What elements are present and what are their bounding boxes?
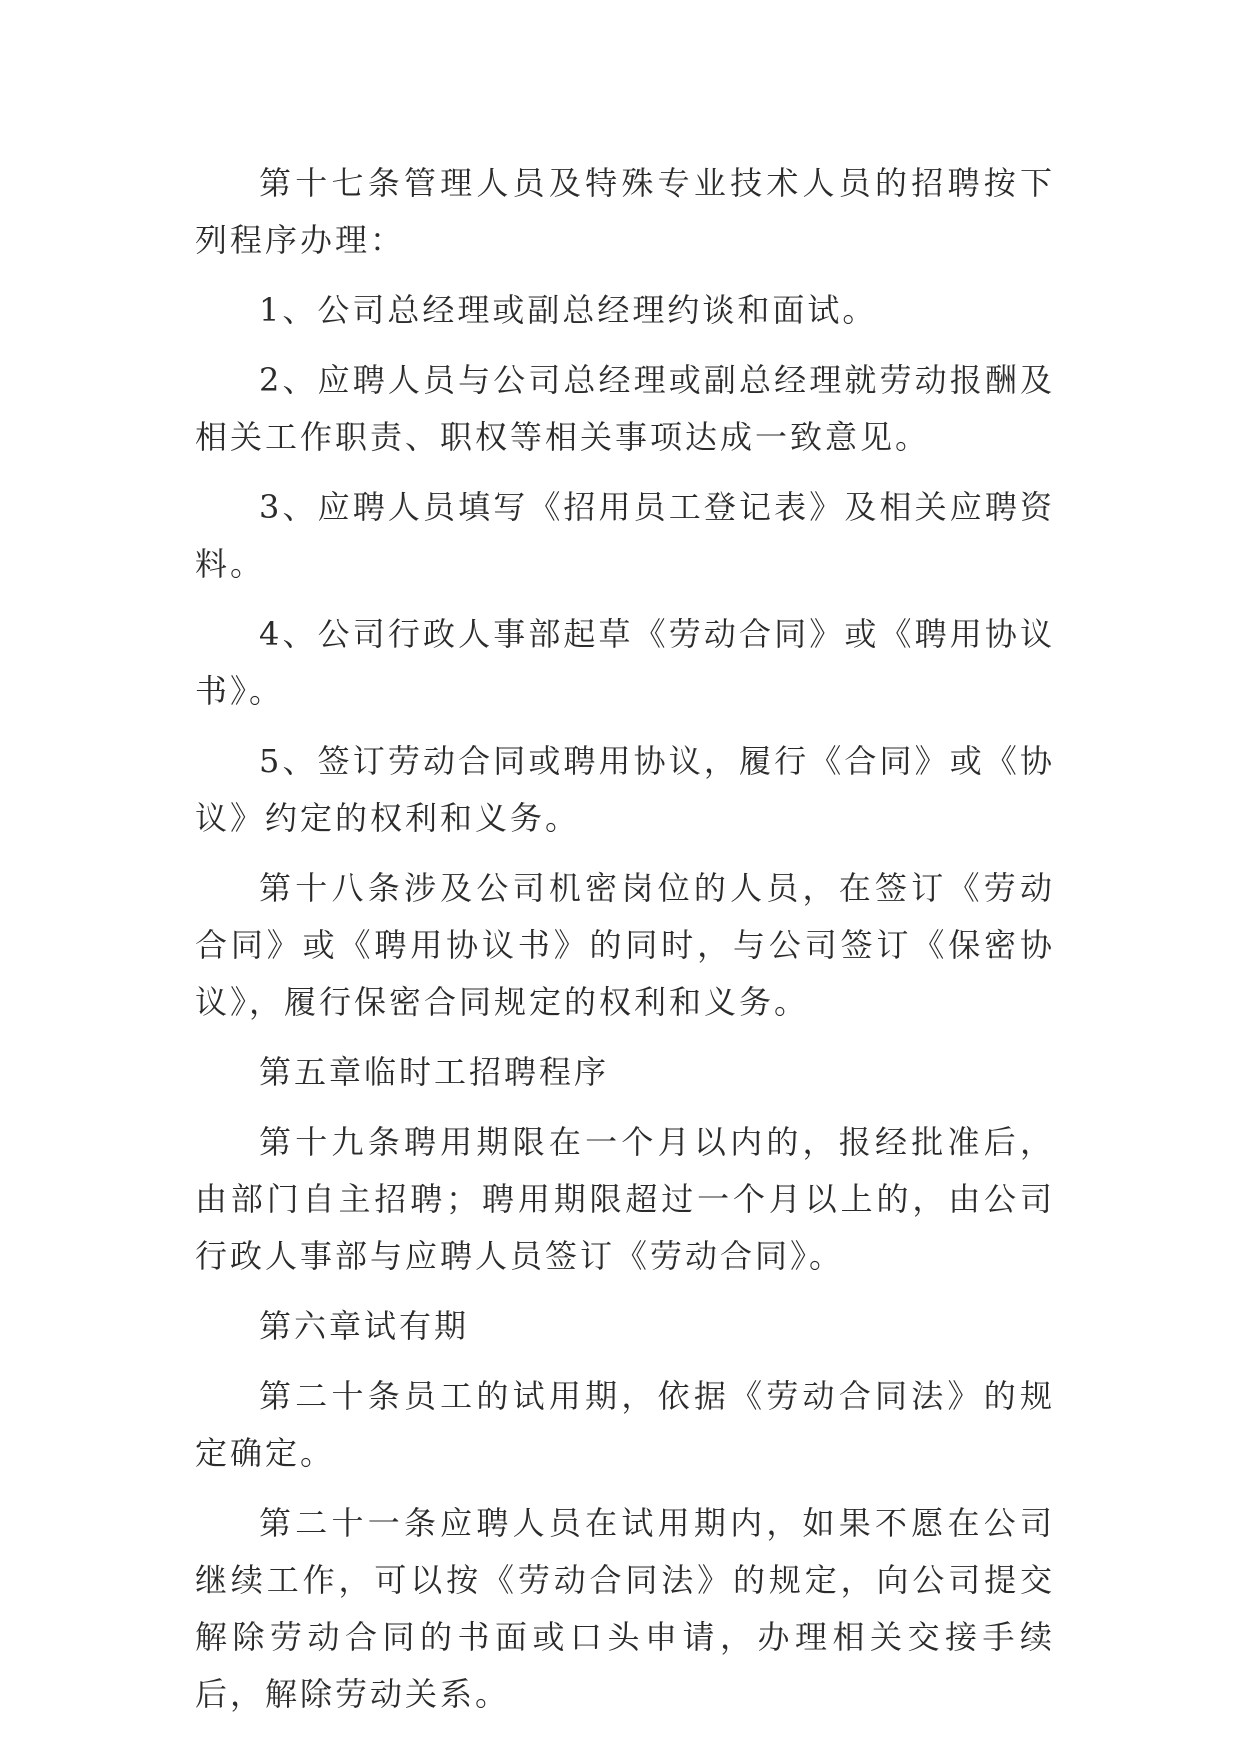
article-18-paragraph: 第十八条涉及公司机密岗位的人员，在签订《劳动合同》或《聘用协议书》的同时，与公司签订《保密协议》，履行保密合同规定的权利和义务。 [195, 869, 1055, 1021]
chapter-5-heading: 第五章临时工招聘程序 [259, 1053, 610, 1091]
chapter-6-heading: 第六章试有期 [259, 1307, 470, 1345]
step-1-paragraph: 1、公司总经理或副总经理约谈和面试。 [259, 291, 878, 329]
article-21-paragraph: 第二十一条应聘人员在试用期内，如果不愿在公司继续工作，可以按《劳动合同法》的规定，向公司提交解除劳动合同的书面或口头申请，办理相关交接手续后，解除劳动关系。 [195, 1504, 1055, 1713]
article-20-paragraph: 第二十条员工的试用期，依据《劳动合同法》的规定确定。 [195, 1377, 1055, 1472]
step-2-paragraph: 2、应聘人员与公司总经理或副总经理就劳动报酬及相关工作职责、职权等相关事项达成一致意见。 [195, 361, 1055, 456]
document-body [195, 155, 1055, 1736]
article-17-paragraph: 第十七条管理人员及特殊专业技术人员的招聘按下列程序办理： [195, 164, 1055, 259]
step-5-paragraph: 5、签订劳动合同或聘用协议，履行《合同》或《协议》约定的权利和义务。 [195, 742, 1055, 837]
step-3-paragraph: 3、应聘人员填写《招用员工登记表》及相关应聘资料。 [195, 488, 1055, 583]
article-19-paragraph: 第十九条聘用期限在一个月以内的，报经批准后，由部门自主招聘；聘用期限超过一个月以上的，由公司行政人事部与应聘人员签订《劳动合同》。 [195, 1123, 1055, 1275]
step-4-paragraph: 4、公司行政人事部起草《劳动合同》或《聘用协议书》。 [195, 615, 1055, 710]
